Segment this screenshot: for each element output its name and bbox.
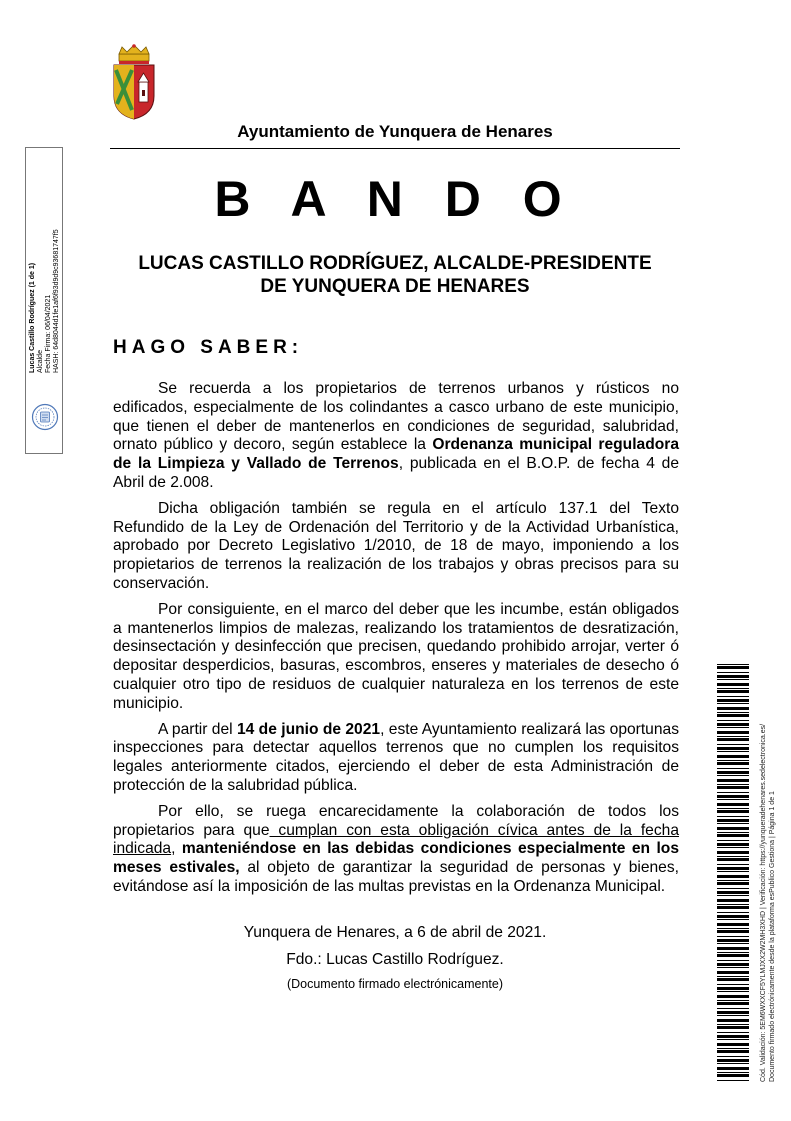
barcode-bar [717, 1039, 749, 1040]
barcode-bar [717, 819, 749, 822]
barcode-bar [717, 786, 749, 789]
place-and-date: Yunquera de Henares, a 6 de abril de 2021. [243, 924, 547, 941]
document-title: B A N D O [214, 171, 576, 227]
barcode-bar [717, 760, 749, 761]
barcode-bar [717, 784, 749, 785]
barcode-bar [717, 792, 749, 793]
barcode-bar [717, 880, 749, 881]
paragraph-5-text-e: al objeto de garantizar la seguridad de personas y bienes, evitándose así la imposición de las multas previstas en la Ordenanza Municipal. [113, 859, 679, 895]
mayor-heading [110, 252, 680, 298]
paragraph-1-text-c: , publicada en el B.O.P. de fecha 4 de Abril de 2.008. [113, 455, 679, 491]
barcode-bar [717, 775, 749, 776]
barcode-bar [717, 1063, 749, 1064]
barcode-bar [717, 823, 749, 824]
barcode-bar [717, 1056, 749, 1057]
bold-request: manteniéndose en las debidas condiciones especialmente en los meses estivales, [113, 840, 679, 877]
barcode-bar [717, 947, 749, 950]
barcode-bar [717, 1002, 749, 1005]
barcode-bar [717, 679, 749, 680]
organization-name: Ayuntamiento de Yunquera de Henares [237, 122, 553, 141]
paragraph-4 [113, 721, 679, 796]
barcode-bar [717, 1050, 749, 1053]
barcode-bar [717, 1059, 749, 1062]
barcode-bar [717, 799, 749, 800]
barcode-bar [717, 871, 749, 872]
barcode-bar [717, 736, 749, 737]
paragraph-4-text-c: , este Ayuntamiento realizará las oportunas inspecciones para detectar aquellos terrenos que no cumplen los requisitos legales anteriormente citados, ejerciendo el deber de esta Administración de protección de la salubridad pública. [113, 720, 680, 794]
header-divider [110, 148, 680, 149]
barcode-bar [717, 851, 749, 854]
barcode-bar [717, 943, 749, 944]
barcode-bar [717, 672, 749, 673]
barcode-bar [717, 1015, 749, 1016]
inspection-date: 14 de junio de 2021 [236, 720, 381, 738]
barcode-bar [717, 727, 749, 728]
barcode-bar [717, 995, 749, 998]
barcode-bar [717, 891, 749, 894]
signature-stamp-text [29, 173, 61, 373]
barcode-bar [717, 987, 749, 990]
barcode-bar [717, 939, 749, 942]
barcode-bar [717, 984, 749, 985]
barcode-bar [717, 1019, 749, 1022]
barcode-bar [717, 976, 749, 977]
barcode-bar [717, 971, 749, 974]
barcode-bar [717, 1026, 749, 1029]
barcode-bar [717, 1035, 749, 1038]
stamp-role: Alcalde [37, 350, 44, 373]
barcode-bar [717, 928, 749, 929]
paragraph-5-text-c: , [171, 840, 182, 858]
barcode-bar [717, 915, 749, 918]
paragraph-5 [113, 803, 679, 897]
barcode-bar [717, 919, 749, 920]
barcode-bar [717, 991, 749, 992]
paragraph-4-text-a: A partir del [158, 720, 237, 738]
barcode-bar [717, 696, 749, 697]
paragraph-5-text-a: Por ello, se ruega encarecidamente la colaboración de todos los propietarios para que [113, 802, 679, 839]
signature-stamp [25, 147, 63, 454]
mayor-line-2: DE YUNQUERA DE HENARES [260, 276, 530, 297]
barcode-bar [717, 768, 749, 769]
barcode-bar [717, 847, 749, 848]
barcode-bar [717, 747, 749, 750]
electronic-signature-note: (Documento firmado electrónicamente) [286, 977, 504, 991]
signed-by: Fdo.: Lucas Castillo Rodríguez. [286, 951, 504, 968]
barcode-bar [717, 930, 749, 933]
barcode-bar [717, 675, 749, 678]
hago-saber-heading: HAGO SABER: [113, 337, 304, 358]
barcode-bar [717, 744, 749, 745]
validation-text [760, 724, 777, 1082]
official-seal-icon [31, 403, 59, 431]
barcode-bar [717, 843, 749, 846]
barcode-bar [717, 683, 749, 686]
stamp-date: Fecha Firma: 06/04/2021 [45, 294, 52, 373]
barcode-bar [717, 723, 749, 726]
barcode-bar [717, 795, 749, 798]
barcode-bar [717, 832, 749, 833]
barcode-bar [717, 906, 749, 909]
barcode-bar [717, 771, 749, 774]
barcode-bar [717, 690, 749, 693]
barcode-bar [717, 888, 749, 889]
barcode-bar [717, 712, 749, 713]
ordinance-name: Ordenanza municipal reguladora de la Limpieza y Vallado de Terrenos [113, 436, 680, 473]
barcode-bar [717, 1011, 749, 1014]
barcode-bar [717, 967, 749, 968]
barcode-bar [717, 714, 749, 717]
barcode-bar [717, 751, 749, 752]
barcode-bar [717, 688, 749, 689]
barcode-bar [717, 960, 749, 961]
barcode-bar [717, 762, 749, 765]
barcode-bar [717, 779, 749, 782]
barcode-bar [717, 882, 749, 885]
barcode-bar [717, 954, 749, 957]
barcode-bar [717, 1043, 749, 1046]
paragraph-1 [113, 380, 679, 493]
barcode-bar [717, 808, 749, 809]
barcode-bar [717, 731, 749, 734]
barcode-bar [717, 1008, 749, 1009]
barcode-bar [717, 840, 749, 841]
mayor-line-1: LUCAS CASTILLO RODRÍGUEZ, ALCALDE-PRESIDENTE [138, 253, 652, 274]
barcode-bar [717, 858, 749, 861]
barcode-bar [717, 1074, 749, 1077]
barcode-bar [717, 1032, 749, 1033]
paragraph-3: Por consiguiente, en el marco del deber que les incumbe, están obligados a mantenerlos limpios de malezas, realizando los tratamientos de desratización, desinsectación y desinfección que precisen, quedando prohibido arrojar, verter ó depositar desperdicios, basuras, escombros, enseres y materiales de desecho ó cualquier otro tipo de residuos de cualquier naturaleza en los terrenos de este municipio. [113, 600, 679, 712]
barcode-bar [717, 963, 749, 966]
validation-barcode-icon [717, 664, 749, 1085]
barcode-bar [717, 875, 749, 878]
paragraph-1-text-a: Se recuerda a los propietarios de terrenos urbanos y rústicos no edificados, especialmente de los colindantes a casco urbano de este municipio, que tienen el deber de mantenerlos en condiciones de seguridad, salubridad, ornato público y decoro, según establece la [113, 380, 679, 454]
barcode-bar [717, 666, 749, 669]
barcode-bar [717, 707, 749, 710]
barcode-bar [717, 755, 749, 758]
barcode-bar [717, 720, 749, 721]
barcode-bar [717, 1067, 749, 1070]
validation-line-1: Cód. Validación: 5EM6WXXCF5YLMJXX2W2MH3XHD | Verificación: https://yunqueradehenares.sedelectronica.es/ [760, 723, 767, 1082]
barcode-bar [717, 952, 749, 953]
barcode-bar [717, 978, 749, 981]
barcode-bar [717, 895, 749, 896]
barcode-bar [717, 936, 749, 937]
barcode-bar [717, 699, 749, 702]
coat-of-arms-icon [110, 44, 158, 120]
barcode-bar [717, 923, 749, 926]
barcode-bar [717, 899, 749, 902]
barcode-bar [717, 810, 749, 813]
barcode-bar [717, 856, 749, 857]
underlined-request: cumplan con esta obligación cívica antes de la fecha indicada [113, 821, 679, 858]
barcode-bar [717, 703, 749, 704]
stamp-hash: HASH: 64d8044d1fe1af6f93d9d9c93681747f5 [53, 229, 60, 373]
stamp-signer: Lucas Castillo Rodríguez (1 de 1) [29, 262, 36, 373]
barcode-bar [717, 1024, 749, 1025]
barcode-bar [717, 1072, 749, 1073]
barcode-bar [717, 834, 749, 837]
document-body [113, 380, 679, 904]
barcode-bar [717, 803, 749, 806]
barcode-bar [717, 816, 749, 817]
barcode-bar [717, 1080, 749, 1081]
barcode-bar [717, 904, 749, 905]
barcode-bar [717, 912, 749, 913]
barcode-bar [717, 864, 749, 865]
barcode-bar [717, 1048, 749, 1049]
validation-line-2: Documento firmado electrónicamente desde la plataforma esPublico Gestiona | Página 1 de 1 [768, 791, 776, 1082]
barcode-bar [717, 738, 749, 741]
barcode-bar [717, 867, 749, 870]
barcode-bar [717, 1000, 749, 1001]
barcode-bar [717, 664, 749, 665]
paragraph-2: Dicha obligación también se regula en el artículo 137.1 del Texto Refundido de la Ley de Ordenación del Territorio y de la Actividad Urbanística, aprobado por Decreto Legislativo 1/2010, de 18 de mayo, imponiendo a los propietarios de terrenos la realización de los trabajos y obras precisos para su conservación. [113, 499, 679, 592]
barcode-bar [717, 827, 749, 830]
